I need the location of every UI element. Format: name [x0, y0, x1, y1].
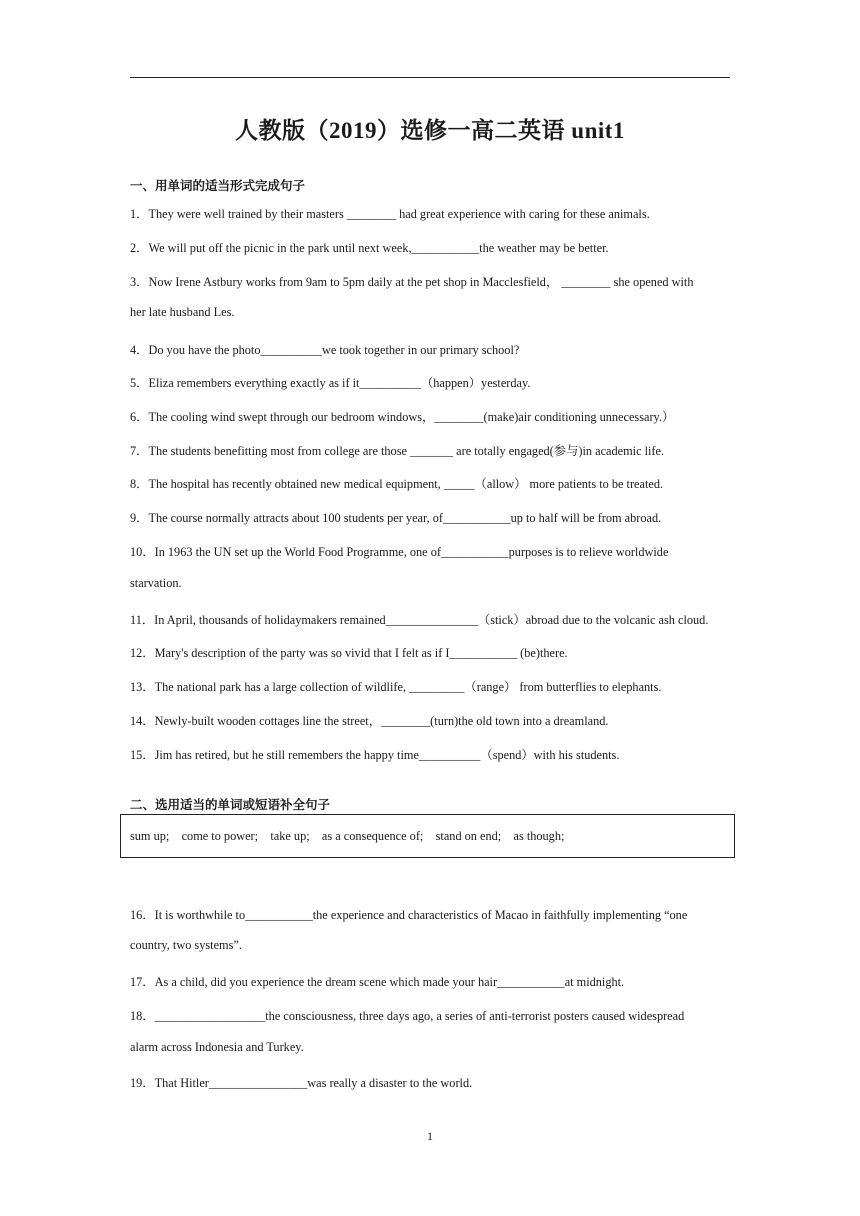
- document-title: 人教版（2019）选修一高二英语 unit1: [235, 118, 625, 143]
- question-line: alarm across Indonesia and Turkey.: [130, 1040, 304, 1054]
- section-2-heading: 二、选用适当的单词或短语补全句子: [130, 797, 331, 812]
- question-line: 3．Now Irene Astbury works from 9am to 5pm daily at the pet shop in Macclesfield， ________ she opened with: [130, 275, 694, 289]
- question-line: 5．Eliza remembers everything exactly as if it__________（happen）yesterday.: [130, 376, 531, 390]
- word-bank-box: sum up; come to power; take up; as a consequence of; stand on end; as though;: [120, 814, 735, 858]
- question-line: 16．It is worthwhile to___________the experience and characteristics of Macao in faithfully implementing “one: [130, 908, 688, 922]
- question-line: 9．The course normally attracts about 100 students per year, of___________up to half will be from abroad.: [130, 511, 662, 525]
- question-line: 19．That Hitler________________was really a disaster to the world.: [130, 1076, 473, 1090]
- question-line: 10．In 1963 the UN set up the World Food Programme, one of___________purposes is to relieve worldwide: [130, 545, 669, 559]
- question-line: 1．They were well trained by their masters ________ had great experience with caring for these animals.: [130, 207, 650, 221]
- question-line: 7．The students benefitting most from college are those _______ are totally engaged(参与)in academic life.: [130, 444, 665, 458]
- header-rule: [130, 77, 730, 78]
- question-line: 4．Do you have the photo__________we took together in our primary school?: [130, 343, 520, 357]
- question-line: 13．The national park has a large collection of wildlife, _________（range） from butterflies to elephants.: [130, 680, 662, 694]
- question-line: starvation.: [130, 576, 182, 590]
- question-line: country, two systems”.: [130, 938, 242, 952]
- question-line: 8．The hospital has recently obtained new medical equipment, _____（allow） more patients to be treated.: [130, 477, 664, 491]
- question-line: 14．Newly-built wooden cottages line the street，________(turn)the old town into a dreamland.: [130, 714, 609, 728]
- question-line: 12．Mary's description of the party was so vivid that I felt as if I___________ (be)there.: [130, 646, 568, 660]
- question-line: her late husband Les.: [130, 305, 235, 319]
- question-line: 6．The cooling wind swept through our bedroom windows，________(make)air conditioning unnecessary.）: [130, 410, 675, 424]
- question-line: 18．__________________the consciousness, three days ago, a series of anti-terrorist posters caused widespread: [130, 1009, 685, 1023]
- question-line: 11．In April, thousands of holidaymakers remained_______________（stick）abroad due to the volcanic ash cloud.: [130, 613, 709, 627]
- question-line: 17．As a child, did you experience the dream scene which made your hair___________at midnight.: [130, 975, 625, 989]
- section-1-heading: 一、用单词的适当形式完成句子: [130, 178, 306, 193]
- page-number: 1: [427, 1129, 433, 1143]
- question-line: 15．Jim has retired, but he still remembers the happy time__________（spend）with his students.: [130, 748, 620, 762]
- question-line: 2．We will put off the picnic in the park until next week,___________the weather may be better.: [130, 241, 609, 255]
